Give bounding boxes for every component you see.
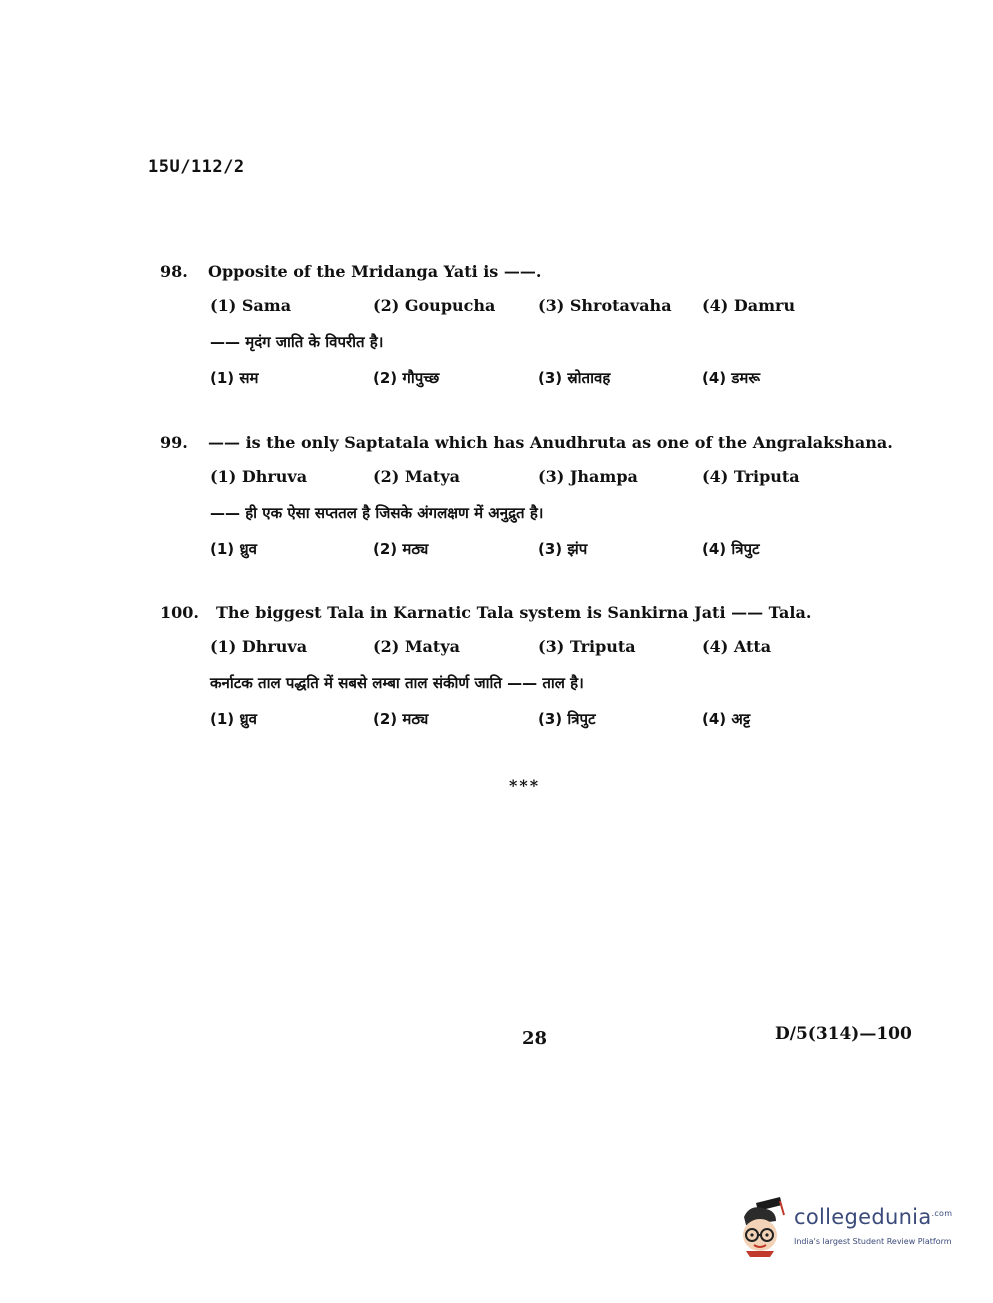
logo-tld: .com: [931, 1209, 953, 1218]
logo-tagline: India's largest Student Review Platform: [794, 1237, 952, 1246]
page-number: 28: [522, 1028, 548, 1049]
option-4-hindi: (4) त्रिपुट: [702, 540, 760, 558]
option-2-hindi: (2) मठ्य: [373, 710, 429, 728]
option-4: (4) Damru: [702, 296, 796, 315]
options-hindi: [210, 539, 900, 589]
option-1-hindi: (1) सम: [210, 369, 259, 387]
option-1-hindi: (1) ध्रुव: [210, 540, 257, 558]
option-3: (3) Jhampa: [538, 467, 638, 486]
student-mascot-icon: [736, 1195, 788, 1257]
option-1: (1) Sama: [210, 296, 292, 315]
option-4-hindi: (4) अट्ट: [702, 710, 751, 728]
option-2-hindi: (2) गौपुच्छ: [373, 369, 440, 387]
footer-code: D/5(314)—100: [775, 1024, 912, 1044]
collegedunia-watermark: [736, 1195, 961, 1265]
question-text: —— is the only Saptatala which has Anudhruta as one of the Angralakshana.: [208, 433, 893, 452]
options: [210, 637, 900, 673]
option-3-hindi: (3) त्रिपुट: [538, 710, 596, 728]
question-100: [160, 603, 900, 759]
question-number: 99.: [160, 433, 188, 452]
question-text: Opposite of the Mridanga Yati is ——.: [208, 262, 542, 281]
option-3: (3) Triputa: [538, 637, 636, 656]
options: [210, 296, 900, 332]
option-1-hindi: (1) ध्रुव: [210, 710, 257, 728]
option-4: (4) Atta: [702, 637, 772, 656]
question-text-hindi: —— मृदंग जाति के विपरीत है।: [210, 333, 384, 351]
option-2: (2) Goupucha: [373, 296, 496, 315]
options-hindi: [210, 368, 900, 418]
option-2-hindi: (2) मठ्य: [373, 540, 429, 558]
end-marker: ***: [509, 776, 541, 795]
logo-wordmark: [794, 1205, 952, 1229]
option-3-hindi: (3) स्रोतावह: [538, 369, 611, 387]
logo-name: collegedunia: [794, 1205, 932, 1229]
option-2: (2) Matya: [373, 467, 460, 486]
option-1: (1) Dhruva: [210, 467, 308, 486]
options-hindi: [210, 709, 900, 759]
question-text-hindi: कर्नाटक ताल पद्धति में सबसे लम्बा ताल संकीर्ण जाति —— ताल है।: [210, 674, 584, 692]
option-3-hindi: (3) झंप: [538, 540, 588, 558]
question-number: 100.: [160, 603, 199, 622]
question-98: [160, 262, 900, 418]
question-number: 98.: [160, 262, 188, 281]
options: [210, 467, 900, 503]
option-4: (4) Triputa: [702, 467, 800, 486]
question-text-hindi: —— ही एक ऐसा सप्ततल है जिसके अंगलक्षण में अनुद्रुत है।: [210, 504, 544, 522]
option-3: (3) Shrotavaha: [538, 296, 672, 315]
paper-code: 15U/112/2: [148, 157, 245, 177]
option-1: (1) Dhruva: [210, 637, 308, 656]
question-99: [160, 433, 900, 589]
option-4-hindi: (4) डमरू: [702, 369, 761, 387]
option-2: (2) Matya: [373, 637, 460, 656]
question-text: The biggest Tala in Karnatic Tala system is Sankirna Jati —— Tala.: [216, 603, 812, 622]
